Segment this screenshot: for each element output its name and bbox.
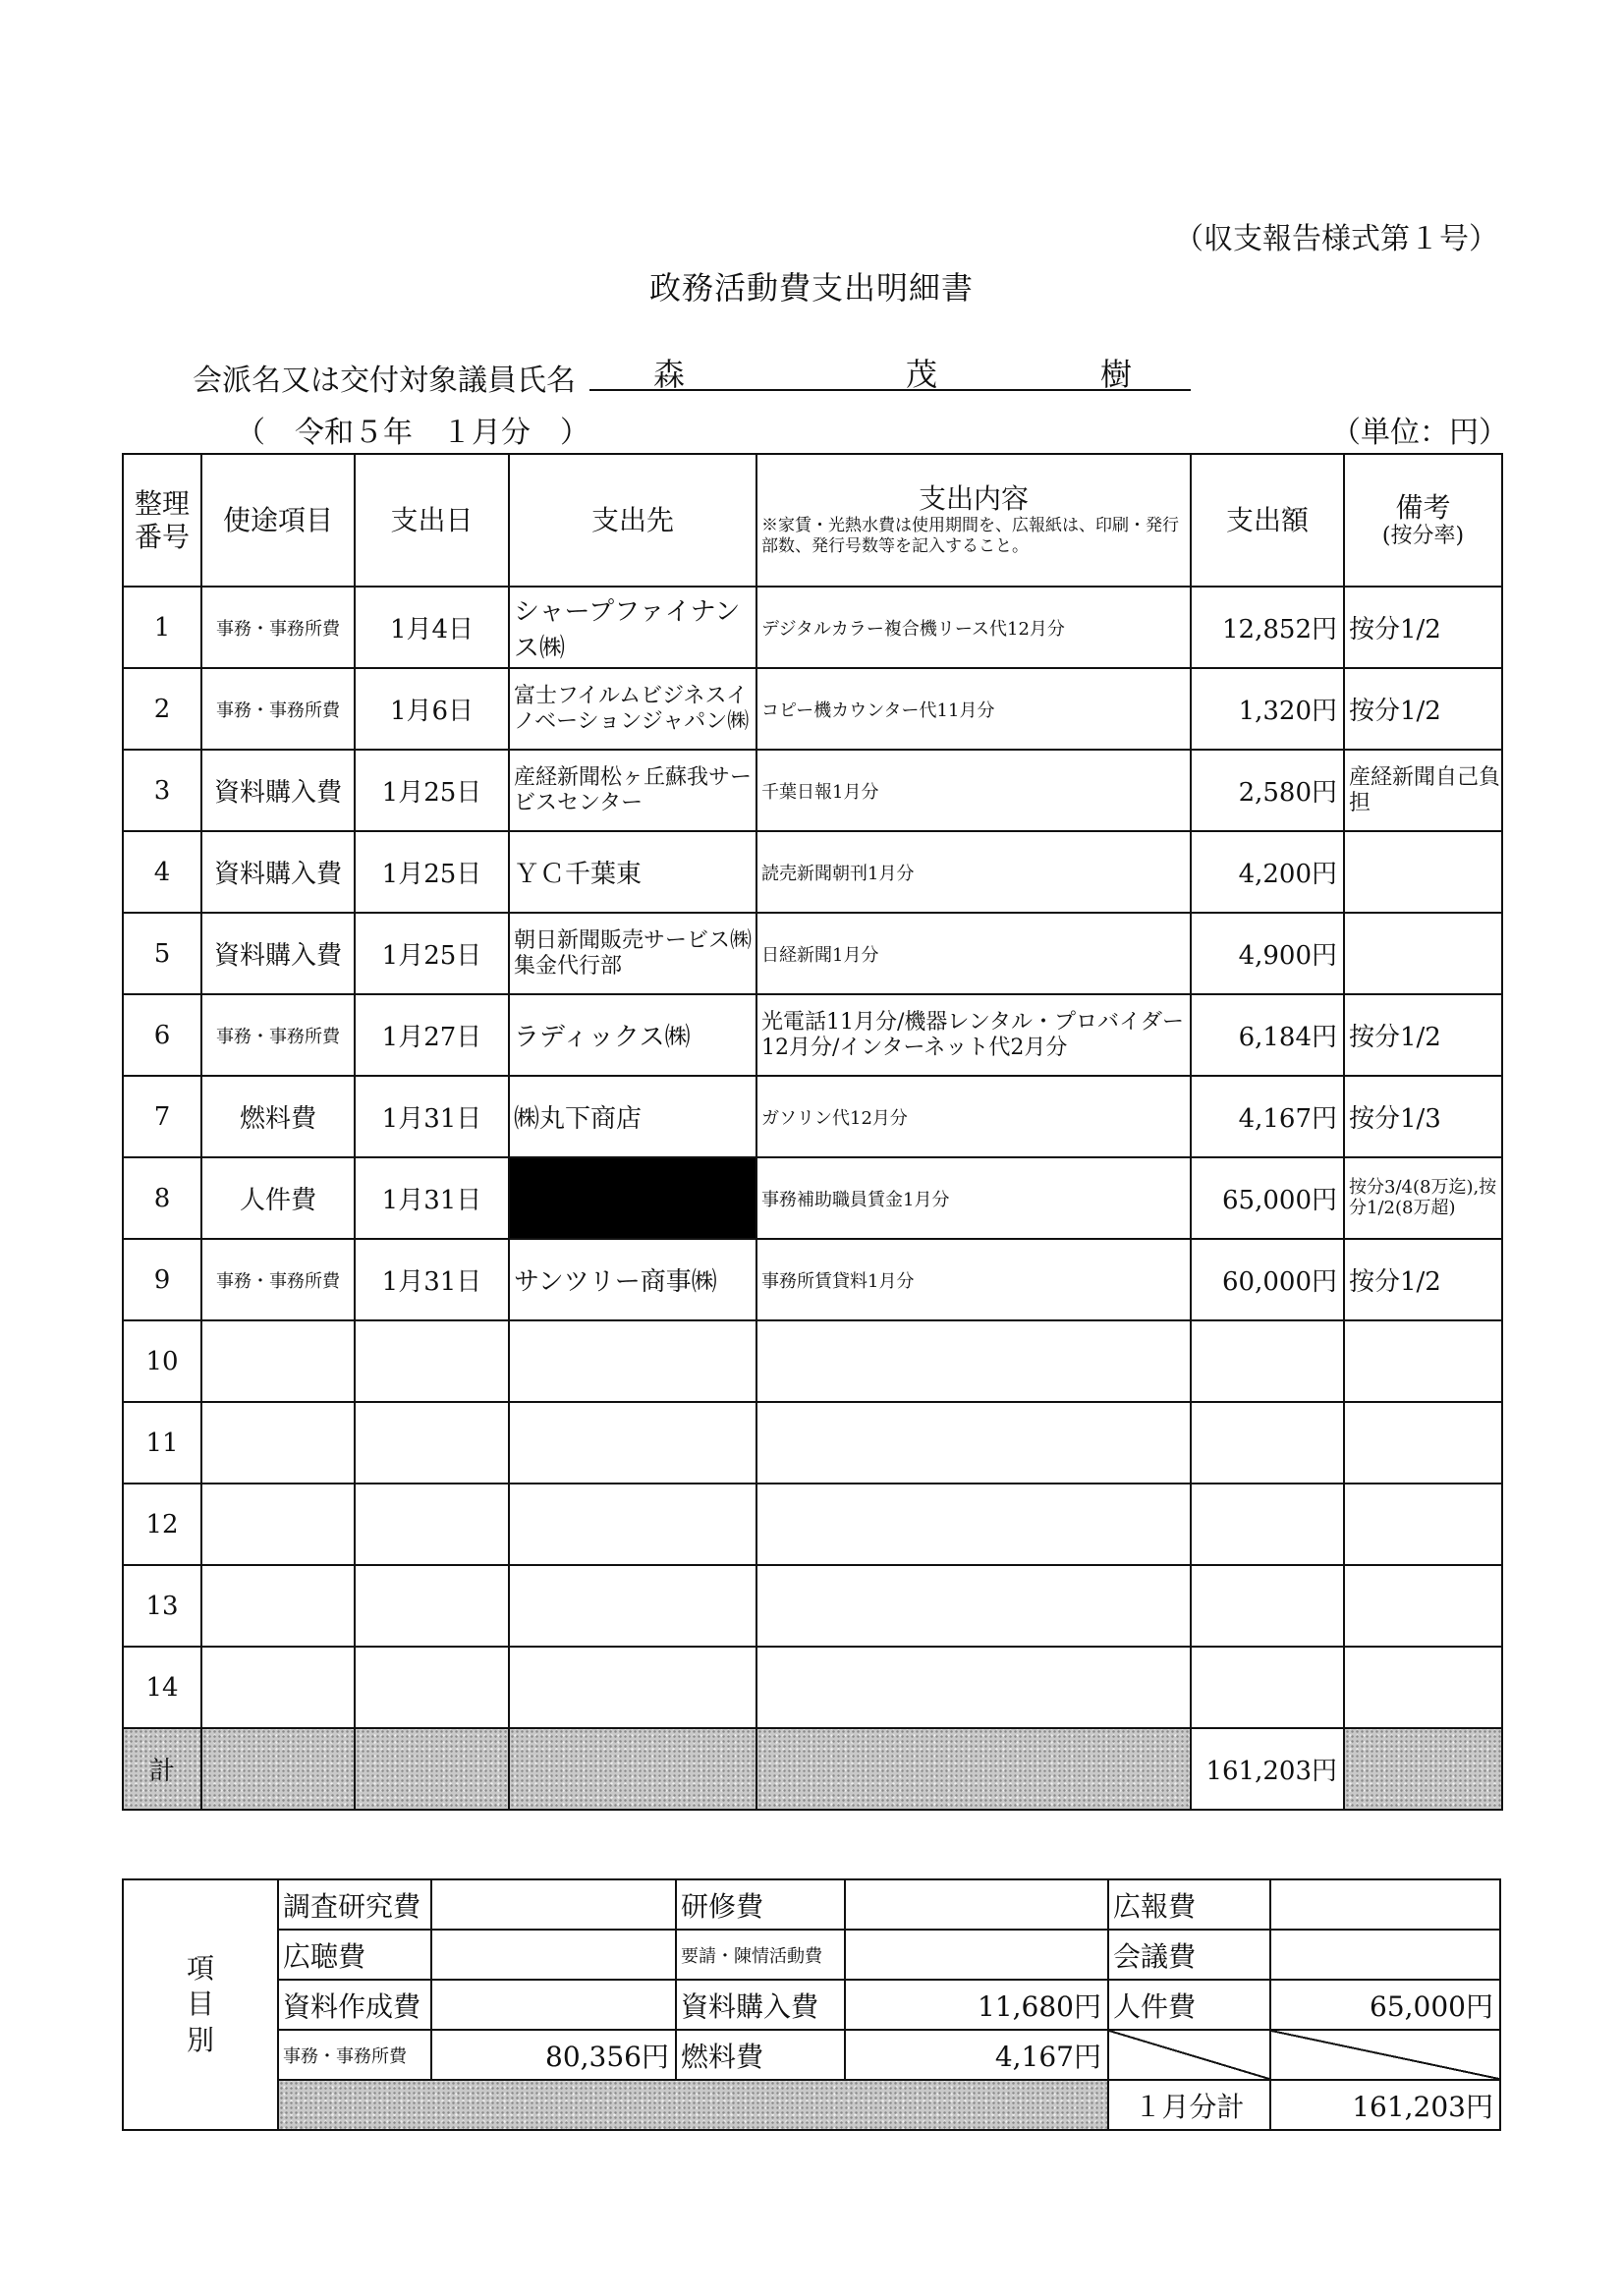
row-remarks: 按分1/2 (1344, 1239, 1502, 1320)
row-content (756, 1565, 1191, 1647)
row-payee: 産経新聞松ヶ丘蘇我サービスセンター (509, 750, 756, 831)
row-content: 日経新聞1月分 (756, 913, 1191, 994)
page-title: 政務活動費支出明細書 (648, 269, 974, 307)
row-category: 事務・事務所費 (201, 668, 355, 750)
header-remarks (1344, 454, 1502, 587)
summary-label-document-purchase: 資料購入費 (676, 1980, 845, 2030)
summary-value-research (431, 1879, 676, 1930)
row-content (756, 1320, 1191, 1402)
header-remarks-sub: (按分率) (1381, 524, 1465, 549)
row-category: 事務・事務所費 (201, 994, 355, 1076)
header-content (756, 454, 1191, 587)
header-category: 使途項目 (201, 454, 355, 587)
member-name-part-2: 茂 (906, 356, 938, 393)
table-row (123, 994, 1502, 1076)
row-payee (509, 1320, 756, 1402)
row-amount: 12,852円 (1191, 587, 1344, 668)
row-date: 1月6日 (355, 668, 509, 750)
row-no: 4 (123, 831, 201, 913)
row-amount (1191, 1402, 1344, 1484)
summary-empty-diagonal (1270, 2030, 1500, 2080)
summary-empty-diagonal (1108, 2030, 1270, 2080)
expenditure-table (122, 453, 1503, 1811)
row-payee (509, 1484, 756, 1565)
row-remarks: 按分1/2 (1344, 994, 1502, 1076)
row-date: 1月25日 (355, 913, 509, 994)
total-shaded-cell (355, 1728, 509, 1810)
row-date: 1月25日 (355, 750, 509, 831)
period: （ 令和５年 １月分 ） (236, 416, 589, 450)
row-category (201, 1565, 355, 1647)
row-no: 6 (123, 994, 201, 1076)
row-content: 千葉日報1月分 (756, 750, 1191, 831)
row-content: 事務補助職員賃金1月分 (756, 1157, 1191, 1239)
row-date: 1月31日 (355, 1076, 509, 1157)
row-date (355, 1647, 509, 1728)
row-category: 事務・事務所費 (201, 1239, 355, 1320)
row-payee: ㈱丸下商店 (509, 1076, 756, 1157)
summary-side-label: 項目別 (123, 1879, 278, 2130)
table-row (123, 1157, 1502, 1239)
table-row (123, 668, 1502, 750)
row-category: 資料購入費 (201, 913, 355, 994)
row-payee: シャープファイナンス㈱ (509, 587, 756, 668)
row-payee: サンツリー商事㈱ (509, 1239, 756, 1320)
row-date: 1月31日 (355, 1157, 509, 1239)
row-category: 人件費 (201, 1157, 355, 1239)
summary-value-meeting (1270, 1930, 1500, 1980)
row-payee-redacted (509, 1157, 756, 1239)
row-payee: 朝日新聞販売サービス㈱集金代行部 (509, 913, 756, 994)
row-no: 3 (123, 750, 201, 831)
row-no: 12 (123, 1484, 201, 1565)
summary-label-pr: 広報費 (1108, 1879, 1270, 1930)
total-label: 計 (123, 1728, 201, 1810)
row-payee: ＹＣ千葉東 (509, 831, 756, 913)
row-content: 読売新聞朝刊1月分 (756, 831, 1191, 913)
header-no: 整理番号 (123, 454, 201, 587)
row-remarks (1344, 1565, 1502, 1647)
member-label: 会派名又は交付対象議員氏名 (193, 364, 576, 398)
row-amount: 4,900円 (1191, 913, 1344, 994)
summary-label-document-prep: 資料作成費 (278, 1980, 431, 2030)
header-payee: 支出先 (509, 454, 756, 587)
summary-value-office: 80,356円 (431, 2030, 676, 2080)
row-no: 1 (123, 587, 201, 668)
row-date (355, 1484, 509, 1565)
table-row (123, 913, 1502, 994)
summary-value-petition (845, 1930, 1108, 1980)
total-shaded-cell (1344, 1728, 1502, 1810)
table-row (123, 1239, 1502, 1320)
table-row (123, 1402, 1502, 1484)
row-remarks: 按分1/3 (1344, 1076, 1502, 1157)
summary-label-fuel: 燃料費 (676, 2030, 845, 2080)
summary-value-personnel: 65,000円 (1270, 1980, 1500, 2030)
row-date (355, 1565, 509, 1647)
row-amount: 4,200円 (1191, 831, 1344, 913)
row-content: デジタルカラー複合機リース代12月分 (756, 587, 1191, 668)
row-content: 光電話11月分/機器レンタル・プロバイダー12月分/インターネット代2月分 (756, 994, 1191, 1076)
summary-value-hearing (431, 1930, 676, 1980)
row-category: 資料購入費 (201, 750, 355, 831)
row-date (355, 1320, 509, 1402)
summary-label-training: 研修費 (676, 1879, 845, 1930)
header-remarks-title: 備考 (1395, 490, 1451, 524)
total-amount: 161,203円 (1191, 1728, 1344, 1810)
row-amount: 65,000円 (1191, 1157, 1344, 1239)
row-no: 14 (123, 1647, 201, 1728)
row-date: 1月25日 (355, 831, 509, 913)
row-amount: 2,580円 (1191, 750, 1344, 831)
summary-label-meeting: 会議費 (1108, 1930, 1270, 1980)
row-category (201, 1402, 355, 1484)
row-remarks (1344, 1320, 1502, 1402)
row-category (201, 1320, 355, 1402)
row-no: 7 (123, 1076, 201, 1157)
row-no: 2 (123, 668, 201, 750)
row-date: 1月31日 (355, 1239, 509, 1320)
row-remarks: 按分1/2 (1344, 587, 1502, 668)
summary-shaded-band (278, 2080, 1108, 2130)
row-payee (509, 1565, 756, 1647)
summary-label-research: 調査研究費 (278, 1879, 431, 1930)
row-no: 10 (123, 1320, 201, 1402)
table-row (123, 587, 1502, 668)
table-row (123, 1565, 1502, 1647)
month-total-label: １月分計 (1108, 2080, 1270, 2130)
row-content (756, 1402, 1191, 1484)
row-date: 1月4日 (355, 587, 509, 668)
member-name-part-3: 樹 (1100, 356, 1133, 393)
row-amount: 60,000円 (1191, 1239, 1344, 1320)
row-category: 燃料費 (201, 1076, 355, 1157)
row-remarks (1344, 1402, 1502, 1484)
summary-label-personnel: 人件費 (1108, 1980, 1270, 2030)
row-category (201, 1484, 355, 1565)
summary-value-pr (1270, 1879, 1500, 1930)
header-content-note: ※家賃・光熱水費は使用期間を、広報紙は、印刷・発行部数、発行号数等を記入すること。 (761, 516, 1179, 557)
row-amount (1191, 1320, 1344, 1402)
row-amount (1191, 1565, 1344, 1647)
row-payee (509, 1647, 756, 1728)
row-remarks: 按分3/4(8万迄),按分1/2(8万超) (1344, 1157, 1502, 1239)
row-remarks: 産経新聞自己負担 (1344, 750, 1502, 831)
row-content: 事務所賃貸料1月分 (756, 1239, 1191, 1320)
row-category: 事務・事務所費 (201, 587, 355, 668)
header-date: 支出日 (355, 454, 509, 587)
row-remarks: 按分1/2 (1344, 668, 1502, 750)
row-amount: 4,167円 (1191, 1076, 1344, 1157)
row-content (756, 1647, 1191, 1728)
summary-value-training (845, 1879, 1108, 1930)
row-content (756, 1484, 1191, 1565)
summary-label-hearing: 広聴費 (278, 1930, 431, 1980)
summary-label-petition: 要請・陳情活動費 (676, 1930, 845, 1980)
row-remarks (1344, 831, 1502, 913)
row-date: 1月27日 (355, 994, 509, 1076)
header-content-title: 支出内容 (918, 482, 1029, 516)
table-row (123, 1320, 1502, 1402)
row-remarks (1344, 1647, 1502, 1728)
category-summary-table (122, 1878, 1501, 2131)
table-row (123, 1484, 1502, 1565)
row-remarks (1344, 913, 1502, 994)
row-category: 資料購入費 (201, 831, 355, 913)
table-row (123, 750, 1502, 831)
unit-label: （単位：円） (1331, 416, 1508, 450)
row-payee (509, 1402, 756, 1484)
row-category (201, 1647, 355, 1728)
row-amount: 6,184円 (1191, 994, 1344, 1076)
row-amount: 1,320円 (1191, 668, 1344, 750)
row-no: 11 (123, 1402, 201, 1484)
row-content: ガソリン代12月分 (756, 1076, 1191, 1157)
row-amount (1191, 1484, 1344, 1565)
row-no: 13 (123, 1565, 201, 1647)
total-shaded-cell (509, 1728, 756, 1810)
summary-label-office: 事務・事務所費 (278, 2030, 431, 2080)
row-payee: ラディックス㈱ (509, 994, 756, 1076)
summary-value-fuel: 4,167円 (845, 2030, 1108, 2080)
header-amount: 支出額 (1191, 454, 1344, 587)
row-no: 8 (123, 1157, 201, 1239)
row-content: コピー機カウンター代11月分 (756, 668, 1191, 750)
summary-value-document-purchase: 11,680円 (845, 1980, 1108, 2030)
row-payee: 富士フイルムビジネスイノベーションジャパン㈱ (509, 668, 756, 750)
total-shaded-cell (201, 1728, 355, 1810)
table-row (123, 831, 1502, 913)
table-row (123, 1076, 1502, 1157)
member-name-part-1: 森 (653, 356, 686, 393)
total-shaded-cell (756, 1728, 1191, 1810)
summary-value-document-prep (431, 1980, 676, 2030)
row-no: 5 (123, 913, 201, 994)
month-total-value: 161,203円 (1270, 2080, 1500, 2130)
form-id: （収支報告様式第１号） (1174, 222, 1498, 256)
row-date (355, 1402, 509, 1484)
row-remarks (1344, 1484, 1502, 1565)
table-row (123, 1647, 1502, 1728)
row-no: 9 (123, 1239, 201, 1320)
row-amount (1191, 1647, 1344, 1728)
